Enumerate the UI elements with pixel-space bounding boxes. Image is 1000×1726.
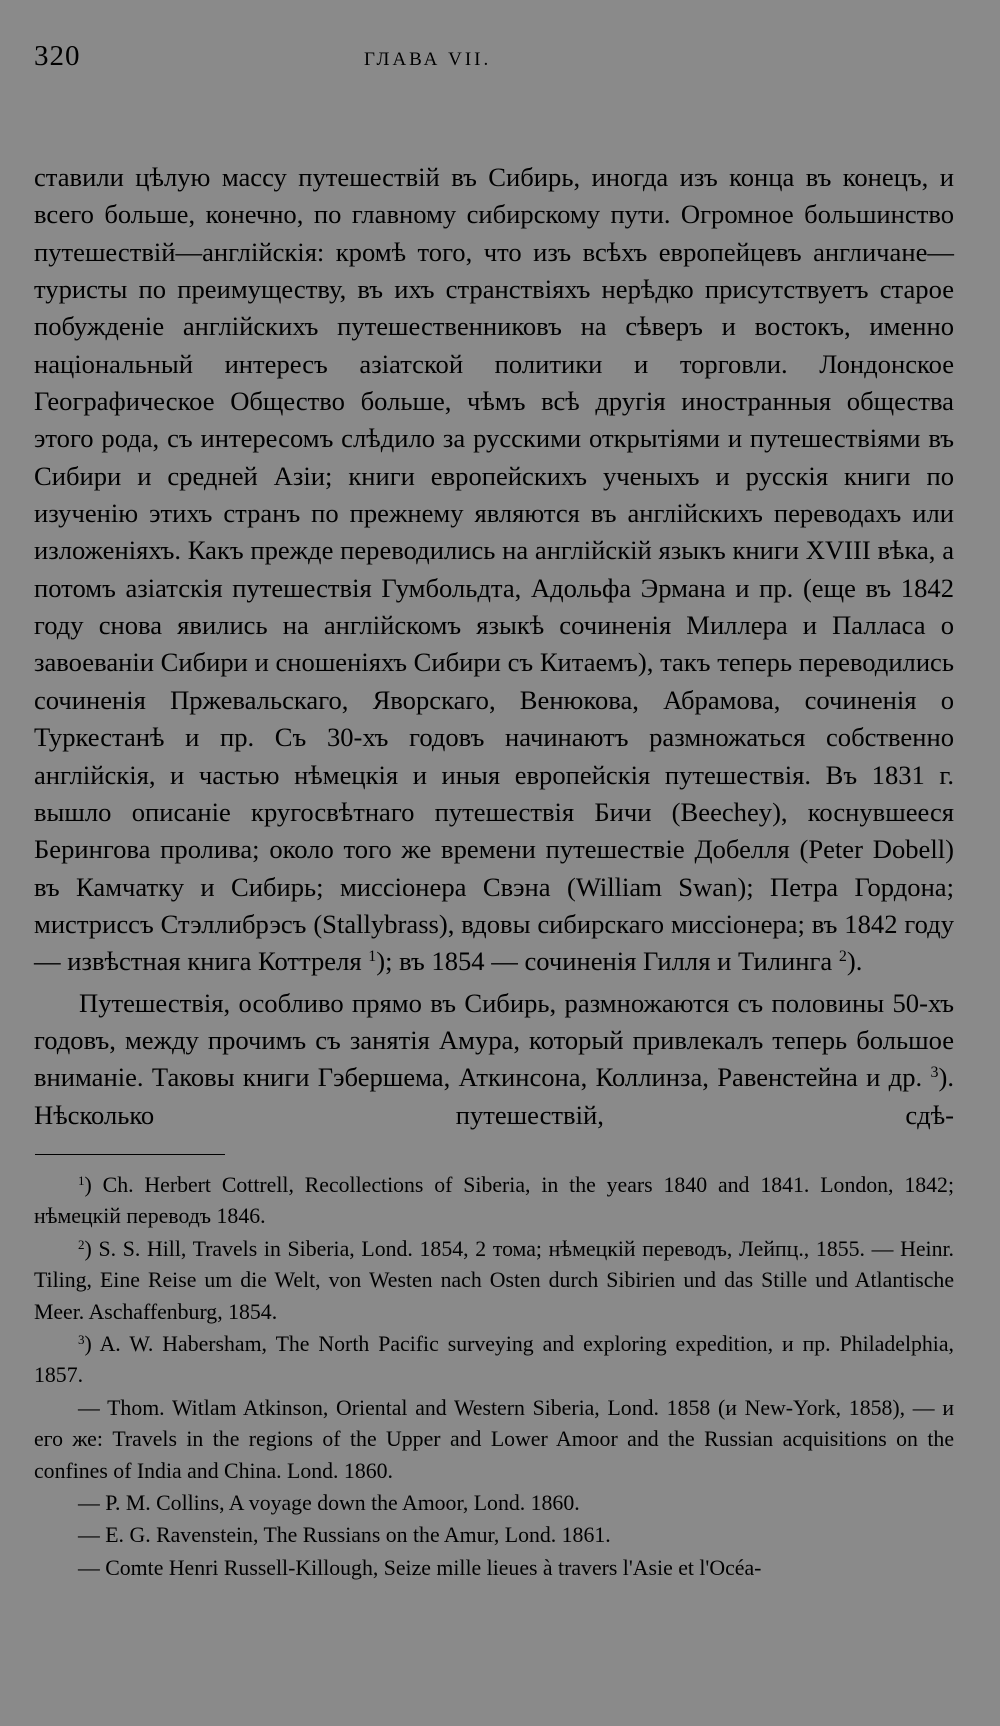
footnote-text: — P. M. Collins, A voyage down the Amoor, Lond. 1860. (78, 1491, 580, 1515)
footnote-text: ) Ch. Herbert Cottrell, Recollections of Siberia, in the years 1840 and 1841. London, 1842; нѣмецкій переводъ 1846. (34, 1172, 954, 1229)
footnotes (34, 1170, 954, 1584)
footnote-text: ) A. W. Habersham, The North Pacific surveying and exploring expedition, и пр. Philadelphia, 1857. (34, 1331, 954, 1388)
footnote-text: — E. G. Ravenstein, The Russians on the Amur, Lond. 1861. (78, 1523, 611, 1548)
footnote-ref-2: 2 (838, 948, 847, 966)
paragraph-1-text: ставили цѣлую массу путешествій въ Сибирь, иногда изъ конца въ конецъ, и всего больше, конечно, по главному сибирскому пути. Огромное большинство путешествій—англійскія: кромѣ того, что изъ всѣхъ европейцевъ англичане—туристы по преимуществу, въ ихъ странствіяхъ нерѣдко присутствуетъ старое побужденіе англійскихъ путешественниковъ на сѣверъ и востокъ, именно національный интересъ азіатской политики и торговли. Лондонское Географическое Общество больше, чѣмъ всѣ другія иностранныя общества этого рода, съ интересомъ слѣдило за русскими открытіями и путешествіями въ Сибири и средней Азіи; книги европейскихъ ученыхъ и русскія книги по изученію этихъ странъ по прежнему являются въ англійскихъ переводахъ или изложеніяхъ. Какъ прежде переводились на англійскій языкъ книги XVIII вѣка, а потомъ азіатскія путешествія Гумбольдта, Адольфа Эрмана и пр. (еще въ 1842 году снова явились на англійскомъ языкѣ сочиненія Миллера и Палласа о завоеваніи Сибири и сношеніяхъ Сибири съ Китаемъ), такъ теперь переводились сочиненія Пржевальскаго, Яворскаго, Венюкова, Абрамова, сочиненія о Туркестанѣ и пр. Съ 30-хъ годовъ начинаютъ размножаться собственно англійскія, и частью нѣмецкія и иныя европейскія путешествія. Въ 1831 г. вышло описаніе кругосвѣтнаго путешествія Бичи (Beechey), коснувшееся Берингова пролива; около того же времени путешествіе Добелля (Peter Dobell) въ Камчатку и Сибирь; миссіонера Свэна (William Swan); Петра Гордона; мистриссъ Стэллибрэсъ (Stallybrass), вдовы сибирскаго миссіонера; въ 1842 году — извѣстная книга Коттреля (34, 162, 954, 977)
footnote-2 (34, 1234, 954, 1328)
paragraph-1-end: ). (846, 946, 863, 977)
footnote-text: — Thom. Witlam Atkinson, Oriental and Western Siberia, Lond. 1858 (и New-York, 1858), — и его же: Travels in the regions of the Upper and Lower Amoor and the Russian acquisitions on the confines of India and China. Lond. 1860. (34, 1395, 954, 1483)
footnote-1 (34, 1170, 954, 1233)
paragraph-2-text: Путешествія, особливо прямо въ Сибирь, размножаются съ половины 50-хъ годовъ, между прочимъ съ занятія Амура, который привлекалъ теперь большое вниманіе. Таковы книги Гэбершема, Аткинсона, Коллинза, Равенстейна и др. (34, 987, 954, 1093)
paragraph-1 (34, 159, 954, 981)
paragraph-1-mid: ); въ 1854 — сочиненія Гилля и Тилинга (376, 946, 833, 977)
footnote-mark: 2 (78, 1236, 85, 1252)
footnote-ref-1: 1 (368, 948, 377, 966)
footnote-divider (35, 1154, 225, 1155)
running-head: ГЛАВА VII. (364, 49, 492, 70)
footnote-mark: 3 (78, 1331, 85, 1347)
main-text (34, 159, 954, 1134)
footnote-3-atkinson (34, 1393, 954, 1487)
footnote-3-russell (34, 1553, 954, 1584)
footnote-mark: 1 (78, 1172, 85, 1188)
footnote-text: ) S. S. Hill, Travels in Siberia, Lond. 1854, 2 тома; нѣмецкій переводъ, Лейпц., 1855. — Heinr. Tiling, Eine Reise um die Welt, von Westen nach Osten durch Sibirien und das Stille und Atlantische Meer. Aschaffenburg, 1854. (34, 1236, 954, 1324)
footnote-3 (34, 1329, 954, 1392)
page-header (34, 40, 954, 96)
footnote-3-ravenstein (34, 1520, 954, 1551)
footnote-ref-3: 3 (930, 1064, 939, 1082)
footnote-3-collins (34, 1488, 954, 1519)
footnote-text: — Comte Henri Russell-Killough, Seize mille lieues à travers l'Asie et l'Océa- (78, 1555, 762, 1580)
paragraph-2-end: ). Нѣсколько путешествій, сдѣ- (34, 1062, 954, 1130)
paragraph-2 (34, 985, 954, 1134)
page-number: 320 (34, 40, 81, 72)
